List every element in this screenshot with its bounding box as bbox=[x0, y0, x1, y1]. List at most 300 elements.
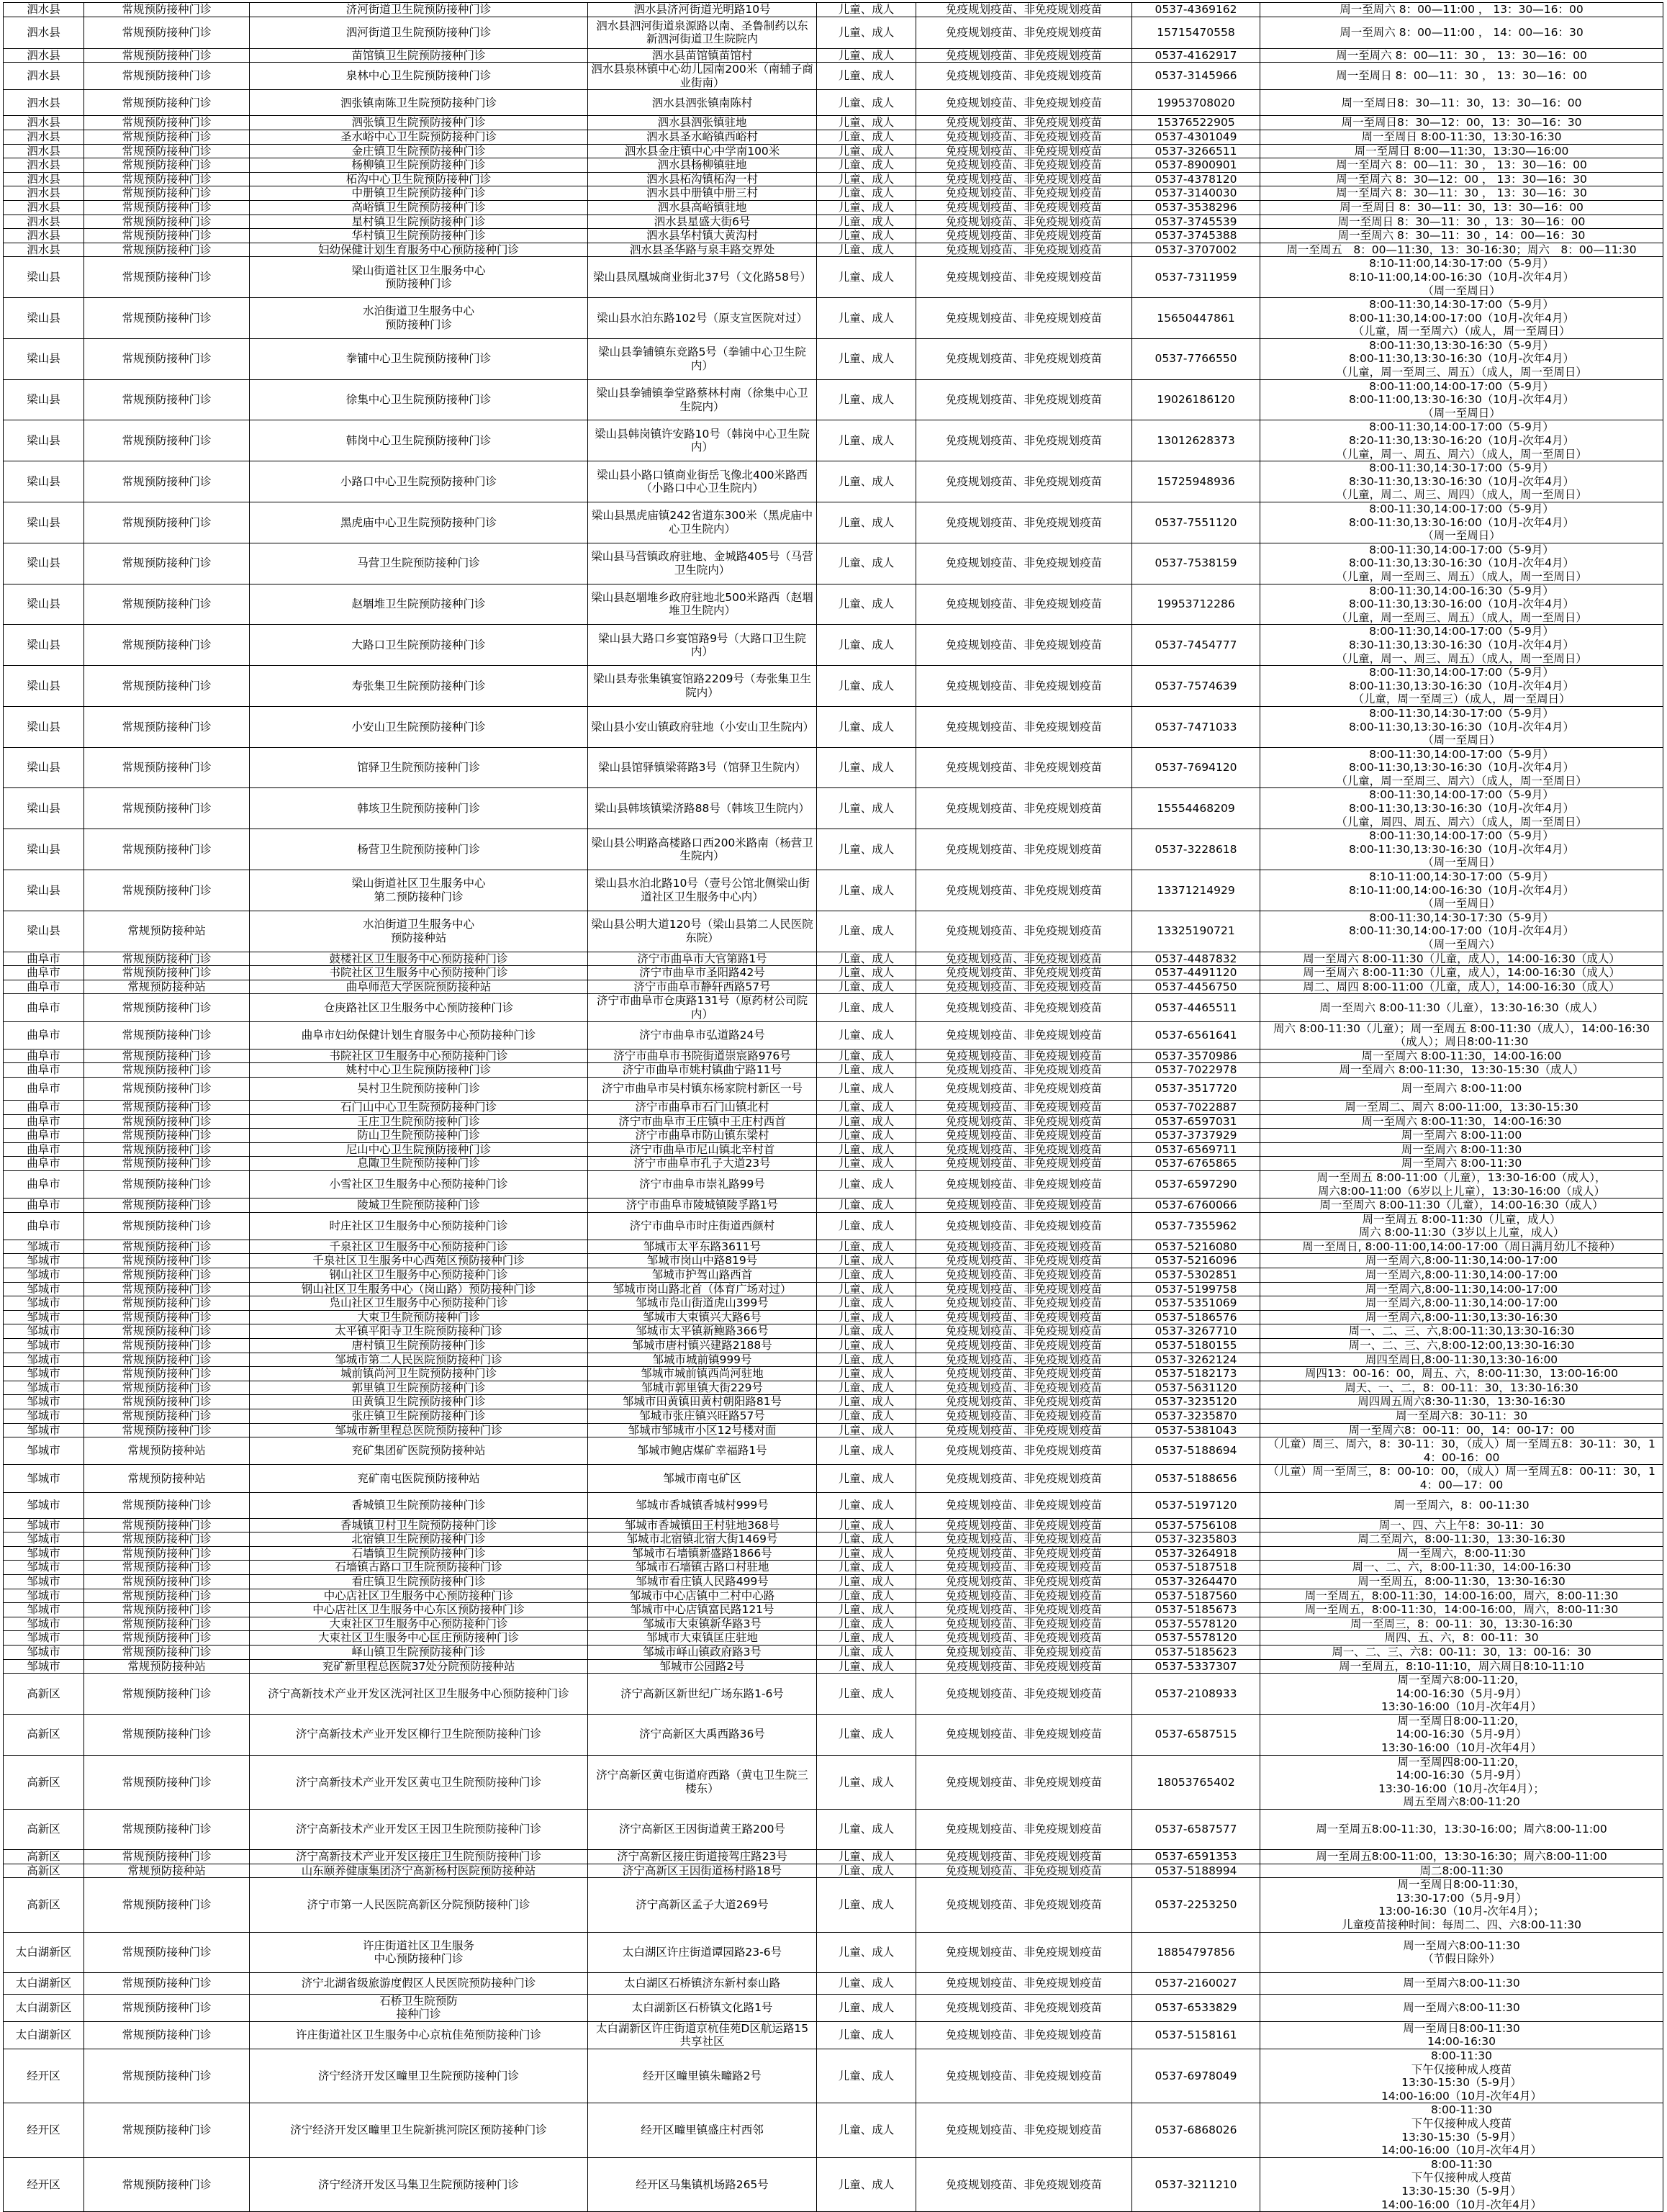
vaccine-type-cell: 免疫规划疫苗、非免疫规划疫苗 bbox=[916, 1465, 1132, 1492]
table-row bbox=[4, 1574, 1663, 1589]
clinic-type-cell: 常规预防接种门诊 bbox=[84, 2103, 250, 2157]
phone-cell: 0537-5187560 bbox=[1132, 1589, 1260, 1603]
clinic-name-cell: 马营卫生院预防接种门诊 bbox=[250, 543, 588, 584]
district-cell: 曲阜市 bbox=[4, 1049, 84, 1063]
hours-cell: 周一至周日8:00-11:30， 13:30-17:00（5月-9月） 13:00-16:30（10月-次年4月）； 儿童疫苗接种时间：每周二、四、六8:00-11:30 bbox=[1260, 1878, 1663, 1932]
vaccine-type-cell: 免疫规划疫苗、非免疫规划疫苗 bbox=[916, 1063, 1132, 1078]
phone-cell: 18854797856 bbox=[1132, 1932, 1260, 1972]
hours-cell: 周二8:00-11:30 bbox=[1260, 1864, 1663, 1878]
target-group-cell: 儿童、成人 bbox=[817, 48, 916, 63]
clinic-name-cell: 苗馆镇卫生院预防接种门诊 bbox=[250, 48, 588, 63]
district-cell: 梁山县 bbox=[4, 666, 84, 707]
hours-cell: 周一至周六 8:00-11:00 bbox=[1260, 1077, 1663, 1100]
clinic-type-cell: 常规预防接种门诊 bbox=[84, 2049, 250, 2103]
vaccine-type-cell: 免疫规划疫苗、非免疫规划疫苗 bbox=[916, 1268, 1132, 1283]
address-cell: 济宁市曲阜市静轩西路57号 bbox=[588, 980, 817, 994]
hours-cell: 周一至周五，8:00-11:30，14:00-16:00，周六，8:00-11:30 bbox=[1260, 1589, 1663, 1603]
target-group-cell: 儿童、成人 bbox=[817, 1395, 916, 1409]
phone-cell: 0537-4301049 bbox=[1132, 130, 1260, 144]
vaccine-type-cell: 免疫规划疫苗、非免疫规划疫苗 bbox=[916, 158, 1132, 173]
address-cell: 泗水县圣华路与泉丰路交界处 bbox=[588, 243, 817, 257]
vaccine-type-cell: 免疫规划疫苗、非免疫规划疫苗 bbox=[916, 1049, 1132, 1063]
address-cell: 泗水县高峪镇驻地 bbox=[588, 200, 817, 215]
table-row bbox=[4, 829, 1663, 870]
clinic-type-cell: 常规预防接种门诊 bbox=[84, 1423, 250, 1437]
district-cell: 曲阜市 bbox=[4, 1170, 84, 1198]
target-group-cell: 儿童、成人 bbox=[817, 1465, 916, 1492]
phone-cell: 0537-3228618 bbox=[1132, 829, 1260, 870]
district-cell: 曲阜市 bbox=[4, 1114, 84, 1129]
district-cell: 邹城市 bbox=[4, 1603, 84, 1617]
hours-cell: 周一至周六 8:00-11:30，14:00-16:00 bbox=[1260, 1049, 1663, 1063]
clinic-type-cell: 常规预防接种门诊 bbox=[84, 543, 250, 584]
district-cell: 高新区 bbox=[4, 1755, 84, 1809]
vaccine-type-cell: 免疫规划疫苗、非免疫规划疫苗 bbox=[916, 1367, 1132, 1381]
vaccine-type-cell: 免疫规划疫苗、非免疫规划疫苗 bbox=[916, 911, 1132, 952]
target-group-cell: 儿童、成人 bbox=[817, 116, 916, 130]
address-cell: 泗水县苗馆镇苗馆村 bbox=[588, 48, 817, 63]
table-row bbox=[4, 1645, 1663, 1659]
target-group-cell: 儿童、成人 bbox=[817, 158, 916, 173]
clinic-name-cell: 星村镇卫生院预防接种门诊 bbox=[250, 215, 588, 229]
target-group-cell: 儿童、成人 bbox=[817, 1603, 916, 1617]
table-row bbox=[4, 1170, 1663, 1198]
table-row bbox=[4, 1465, 1663, 1492]
target-group-cell: 儿童、成人 bbox=[817, 1810, 916, 1850]
phone-cell: 0537-4491120 bbox=[1132, 966, 1260, 980]
clinic-type-cell: 常规预防接种门诊 bbox=[84, 1972, 250, 1994]
address-cell: 泗水县柘沟镇柘沟一村 bbox=[588, 172, 817, 186]
vaccine-type-cell: 免疫规划疫苗、非免疫规划疫苗 bbox=[916, 1296, 1132, 1311]
clinic-name-cell: 石墙镇古路口卫生院预防接种门诊 bbox=[250, 1561, 588, 1575]
target-group-cell: 儿童、成人 bbox=[817, 243, 916, 257]
vaccine-type-cell: 免疫规划疫苗、非免疫规划疫苗 bbox=[916, 1631, 1132, 1646]
clinic-name-cell: 泗张镇卫生院预防接种门诊 bbox=[250, 116, 588, 130]
phone-cell: 0537-6760066 bbox=[1132, 1198, 1260, 1213]
target-group-cell: 儿童、成人 bbox=[817, 502, 916, 543]
vaccine-type-cell: 免疫规划疫苗、非免疫规划疫苗 bbox=[916, 966, 1132, 980]
phone-cell: 0537-5337307 bbox=[1132, 1659, 1260, 1674]
target-group-cell: 儿童、成人 bbox=[817, 1423, 916, 1437]
hours-cell: （儿童）周一至周三，8：00-10：00，（成人）周一至周五8：00-11：30，14：00—17：00 bbox=[1260, 1465, 1663, 1492]
table-row bbox=[4, 1878, 1663, 1932]
vaccine-type-cell: 免疫规划疫苗、非免疫规划疫苗 bbox=[916, 130, 1132, 144]
table-row bbox=[4, 1546, 1663, 1561]
address-cell: 邹城市大束镇兴大路6号 bbox=[588, 1310, 817, 1324]
clinic-name-cell: 兖矿集团矿医院预防接种站 bbox=[250, 1437, 588, 1465]
district-cell: 泗水县 bbox=[4, 158, 84, 173]
address-cell: 济宁高新区孟子大道269号 bbox=[588, 1878, 817, 1932]
address-cell: 泗水县泗张镇南陈村 bbox=[588, 90, 817, 116]
hours-cell: 周一至周六,8:00-11:30,13:30-16:30 bbox=[1260, 1310, 1663, 1324]
hours-cell: 周一至周六 8:00-11:30（儿童），13:30-16:30（成人） bbox=[1260, 994, 1663, 1021]
target-group-cell: 儿童、成人 bbox=[817, 229, 916, 243]
hours-cell: 8:00-11:30 下午仅接种成人疫苗 13:30-15:30（5-9月） 14:00-16:00（10月-次年4月） bbox=[1260, 2103, 1663, 2157]
hours-cell: 8:00-11:30,14:00-17:00（5-9月） 8:30-11:30,13:30-16:30（10月-次年4月） （儿童，周一、周三、周五）（成人，周一至周日） bbox=[1260, 625, 1663, 666]
phone-cell: 0537-2253250 bbox=[1132, 1878, 1260, 1932]
clinic-name-cell: 书院社区卫生服务中心预防接种门诊 bbox=[250, 1049, 588, 1063]
address-cell: 邹城市太平镇新鲍路366号 bbox=[588, 1324, 817, 1339]
district-cell: 邹城市 bbox=[4, 1561, 84, 1575]
table-row bbox=[4, 17, 1663, 48]
vaccine-type-cell: 免疫规划疫苗、非免疫规划疫苗 bbox=[916, 298, 1132, 339]
vaccine-type-cell: 免疫规划疫苗、非免疫规划疫苗 bbox=[916, 3, 1132, 17]
phone-cell: 19026186120 bbox=[1132, 379, 1260, 420]
clinic-type-cell: 常规预防接种门诊 bbox=[84, 2021, 250, 2049]
phone-cell: 0537-5216080 bbox=[1132, 1240, 1260, 1254]
vaccine-type-cell: 免疫规划疫苗、非免疫规划疫苗 bbox=[916, 1381, 1132, 1395]
phone-cell: 0537-5188694 bbox=[1132, 1437, 1260, 1465]
address-cell: 济宁高新区王因街道黄王路200号 bbox=[588, 1810, 817, 1850]
vaccine-type-cell: 免疫规划疫苗、非免疫规划疫苗 bbox=[916, 1339, 1132, 1353]
vaccine-type-cell: 免疫规划疫苗、非免疫规划疫苗 bbox=[916, 1021, 1132, 1049]
target-group-cell: 儿童、成人 bbox=[817, 1142, 916, 1157]
hours-cell: 周一至周六,8:00-11:30,14:00-17:00 bbox=[1260, 1268, 1663, 1283]
table-row bbox=[4, 1994, 1663, 2021]
address-cell: 邹城市城前镇西尚河驻地 bbox=[588, 1367, 817, 1381]
clinic-name-cell: 仓庚路社区卫生服务中心预防接种门诊 bbox=[250, 994, 588, 1021]
address-cell: 梁山县公明大道120号（梁山县第二人民医院东院） bbox=[588, 911, 817, 952]
hours-cell: 周天、一、二，8：00-11：30，13:30-16:30 bbox=[1260, 1381, 1663, 1395]
phone-cell: 0537-6587577 bbox=[1132, 1810, 1260, 1850]
address-cell: 济宁市曲阜市陵城镇陵孚路1号 bbox=[588, 1198, 817, 1213]
clinic-name-cell: 邹城市第二人民医院预防接种门诊 bbox=[250, 1353, 588, 1367]
clinic-type-cell: 常规预防接种门诊 bbox=[84, 1049, 250, 1063]
phone-cell: 0537-3707002 bbox=[1132, 243, 1260, 257]
district-cell: 经开区 bbox=[4, 2157, 84, 2211]
clinic-type-cell: 常规预防接种门诊 bbox=[84, 130, 250, 144]
table-row bbox=[4, 1077, 1663, 1100]
clinic-type-cell: 常规预防接种门诊 bbox=[84, 1268, 250, 1283]
table-row bbox=[4, 1631, 1663, 1646]
phone-cell: 0537-5351069 bbox=[1132, 1296, 1260, 1311]
target-group-cell: 儿童、成人 bbox=[817, 1714, 916, 1755]
address-cell: 邹城市香城镇香城村999号 bbox=[588, 1492, 817, 1518]
vaccine-type-cell: 免疫规划疫苗、非免疫规划疫苗 bbox=[916, 1282, 1132, 1296]
target-group-cell: 儿童、成人 bbox=[817, 1864, 916, 1878]
phone-cell: 0537-5188656 bbox=[1132, 1465, 1260, 1492]
vaccine-type-cell: 免疫规划疫苗、非免疫规划疫苗 bbox=[916, 1589, 1132, 1603]
vaccine-type-cell: 免疫规划疫苗、非免疫规划疫苗 bbox=[916, 1810, 1132, 1850]
phone-cell: 0537-6597031 bbox=[1132, 1114, 1260, 1129]
table-row bbox=[4, 1198, 1663, 1213]
table-row bbox=[4, 502, 1663, 543]
phone-cell: 0537-3264470 bbox=[1132, 1574, 1260, 1589]
clinic-name-cell: 泗河街道卫生院预防接种门诊 bbox=[250, 17, 588, 48]
table-row bbox=[4, 666, 1663, 707]
vaccine-type-cell: 免疫规划疫苗、非免疫规划疫苗 bbox=[916, 1603, 1132, 1617]
target-group-cell: 儿童、成人 bbox=[817, 1972, 916, 1994]
table-row bbox=[4, 3, 1663, 17]
district-cell: 曲阜市 bbox=[4, 1212, 84, 1240]
address-cell: 济宁市曲阜市崇礼路99号 bbox=[588, 1170, 817, 1198]
district-cell: 邹城市 bbox=[4, 1465, 84, 1492]
district-cell: 邹城市 bbox=[4, 1282, 84, 1296]
clinic-name-cell: 黑虎庙中心卫生院预防接种门诊 bbox=[250, 502, 588, 543]
table-row bbox=[4, 298, 1663, 339]
district-cell: 邹城市 bbox=[4, 1296, 84, 1311]
phone-cell: 15554468209 bbox=[1132, 788, 1260, 829]
address-cell: 济宁市曲阜市姚村镇曲宁路11号 bbox=[588, 1063, 817, 1078]
clinic-type-cell: 常规预防接种门诊 bbox=[84, 1994, 250, 2021]
table-row bbox=[4, 90, 1663, 116]
table-row bbox=[4, 1367, 1663, 1381]
address-cell: 济宁高新区大禹西路36号 bbox=[588, 1714, 817, 1755]
target-group-cell: 儿童、成人 bbox=[817, 1878, 916, 1932]
vaccine-type-cell: 免疫规划疫苗、非免疫规划疫苗 bbox=[916, 1423, 1132, 1437]
table-row bbox=[4, 1409, 1663, 1424]
table-row bbox=[4, 1589, 1663, 1603]
clinic-type-cell: 常规预防接种门诊 bbox=[84, 1532, 250, 1547]
target-group-cell: 儿童、成人 bbox=[817, 1532, 916, 1547]
clinic-type-cell: 常规预防接种门诊 bbox=[84, 1339, 250, 1353]
phone-cell: 0537-5187518 bbox=[1132, 1561, 1260, 1575]
address-cell: 泗水县杨柳镇驻地 bbox=[588, 158, 817, 173]
address-cell: 邹城市鲍店煤矿幸福路1号 bbox=[588, 1437, 817, 1465]
table-row bbox=[4, 130, 1663, 144]
hours-cell: 8:00-11:30,14:30-17:30（5-9月） 8:00-11:30,14:00-17:00（10月-次年4月） （周一至周六） bbox=[1260, 911, 1663, 952]
district-cell: 曲阜市 bbox=[4, 1063, 84, 1078]
hours-cell: 周一至周五8:00-11:30，13:30-16:00；周六8:00-11:00 bbox=[1260, 1810, 1663, 1850]
address-cell: 泗水县泉林镇中心幼儿园南200米（南辅子商业街南） bbox=[588, 63, 817, 90]
phone-cell: 0537-5158161 bbox=[1132, 2021, 1260, 2049]
clinic-name-cell: 鼓楼社区卫生服务中心预防接种门诊 bbox=[250, 952, 588, 966]
district-cell: 邹城市 bbox=[4, 1532, 84, 1547]
district-cell: 高新区 bbox=[4, 1864, 84, 1878]
address-cell: 济宁高新区接庄街道接驾庄路23号 bbox=[588, 1850, 817, 1864]
target-group-cell: 儿童、成人 bbox=[817, 666, 916, 707]
district-cell: 曲阜市 bbox=[4, 994, 84, 1021]
clinic-type-cell: 常规预防接种门诊 bbox=[84, 1546, 250, 1561]
clinic-type-cell: 常规预防接种门诊 bbox=[84, 243, 250, 257]
target-group-cell: 儿童、成人 bbox=[817, 144, 916, 158]
address-cell: 梁山县寿张集镇宴馆路2209号（寿张集卫生院内） bbox=[588, 666, 817, 707]
vaccine-type-cell: 免疫规划疫苗、非免疫规划疫苗 bbox=[916, 625, 1132, 666]
hours-cell: 周一至周日8：30—11：30，13：30—16：00 bbox=[1260, 90, 1663, 116]
hours-cell: 周一至周六 8:00-11:30，13:30-15:30（成人） bbox=[1260, 1063, 1663, 1078]
clinic-type-cell: 常规预防接种门诊 bbox=[84, 1100, 250, 1114]
phone-cell: 0537-5197120 bbox=[1132, 1492, 1260, 1518]
hours-cell: 周一至周五 8:00-11:30（儿童，成人） 周六 8:00-11:30（3岁以上儿童，成人） bbox=[1260, 1212, 1663, 1240]
target-group-cell: 儿童、成人 bbox=[817, 2049, 916, 2103]
clinic-name-cell: 大束卫生院预防接种门诊 bbox=[250, 1310, 588, 1324]
target-group-cell: 儿童、成人 bbox=[817, 911, 916, 952]
target-group-cell: 儿童、成人 bbox=[817, 1296, 916, 1311]
clinic-name-cell: 大束社区卫生服务中心预防接种门诊 bbox=[250, 1617, 588, 1631]
hours-cell: 周一至周五 8：00—11:30，13：30-16:30；周六 8：00—11:30 bbox=[1260, 243, 1663, 257]
table-row bbox=[4, 229, 1663, 243]
hours-cell: 周一至周六 8:00-11:30 bbox=[1260, 1157, 1663, 1171]
address-cell: 梁山县拳铺镇拳堂路蔡林村南（徐集中心卫生院内） bbox=[588, 379, 817, 420]
clinic-type-cell: 常规预防接种门诊 bbox=[84, 1674, 250, 1715]
district-cell: 泗水县 bbox=[4, 63, 84, 90]
table-row bbox=[4, 1810, 1663, 1850]
target-group-cell: 儿童、成人 bbox=[817, 1437, 916, 1465]
phone-cell: 0537-4456750 bbox=[1132, 980, 1260, 994]
clinic-type-cell: 常规预防接种门诊 bbox=[84, 706, 250, 747]
hours-cell: （儿童）周三、周六，8：30-11：30，（成人）周一至周五8：30-11：30，14：00-16：00 bbox=[1260, 1437, 1663, 1465]
clinic-name-cell: 中心店社区卫生服务中心东区预防接种门诊 bbox=[250, 1603, 588, 1617]
vaccine-type-cell: 免疫规划疫苗、非免疫规划疫苗 bbox=[916, 1324, 1132, 1339]
address-cell: 梁山县赵堌堆乡政府驻地北500米路西（赵堌堆卫生院内） bbox=[588, 584, 817, 625]
phone-cell: 0537-5578120 bbox=[1132, 1617, 1260, 1631]
clinic-type-cell: 常规预防接种门诊 bbox=[84, 788, 250, 829]
vaccine-type-cell: 免疫规划疫苗、非免疫规划疫苗 bbox=[916, 420, 1132, 461]
target-group-cell: 儿童、成人 bbox=[817, 966, 916, 980]
target-group-cell: 儿童、成人 bbox=[817, 994, 916, 1021]
vaccine-type-cell: 免疫规划疫苗、非免疫规划疫苗 bbox=[916, 229, 1132, 243]
target-group-cell: 儿童、成人 bbox=[817, 1674, 916, 1715]
clinic-name-cell: 济河街道卫生院预防接种门诊 bbox=[250, 3, 588, 17]
vaccine-type-cell: 免疫规划疫苗、非免疫规划疫苗 bbox=[916, 1546, 1132, 1561]
clinic-type-cell: 常规预防接种门诊 bbox=[84, 870, 250, 911]
address-cell: 梁山县韩岗镇许安路10号（韩岗中心卫生院内） bbox=[588, 420, 817, 461]
target-group-cell: 儿童、成人 bbox=[817, 1157, 916, 1171]
vaccine-type-cell: 免疫规划疫苗、非免疫规划疫苗 bbox=[916, 1994, 1132, 2021]
phone-cell: 0537-3737929 bbox=[1132, 1129, 1260, 1143]
address-cell: 梁山县小安山镇政府驻地（小安山卫生院内） bbox=[588, 706, 817, 747]
clinic-type-cell: 常规预防接种门诊 bbox=[84, 379, 250, 420]
district-cell: 泗水县 bbox=[4, 243, 84, 257]
hours-cell: 周一至周日, 8:00-11:00,14:00-17:00（周日满月幼儿不接种） bbox=[1260, 1240, 1663, 1254]
phone-cell: 0537-6569711 bbox=[1132, 1142, 1260, 1157]
vaccine-type-cell: 免疫规划疫苗、非免疫规划疫苗 bbox=[916, 1532, 1132, 1547]
vaccine-type-cell: 免疫规划疫苗、非免疫规划疫苗 bbox=[916, 1114, 1132, 1129]
target-group-cell: 儿童、成人 bbox=[817, 2157, 916, 2211]
clinic-type-cell: 常规预防接种门诊 bbox=[84, 17, 250, 48]
table-row bbox=[4, 980, 1663, 994]
phone-cell: 0537-3235120 bbox=[1132, 1395, 1260, 1409]
hours-cell: 周四13：00-16：00，周五、六，8:00-11:30，13:00-16:00 bbox=[1260, 1367, 1663, 1381]
target-group-cell: 儿童、成人 bbox=[817, 1492, 916, 1518]
address-cell: 济宁市曲阜市弘道路24号 bbox=[588, 1021, 817, 1049]
target-group-cell: 儿童、成人 bbox=[817, 1339, 916, 1353]
clinic-name-cell: 曲阜市妇幼保健计划生育服务中心预防接种门诊 bbox=[250, 1021, 588, 1049]
hours-cell: 周一、二、六，8:00-11:30，14:00-16:30 bbox=[1260, 1561, 1663, 1575]
table-row bbox=[4, 257, 1663, 298]
district-cell: 高新区 bbox=[4, 1714, 84, 1755]
address-cell: 济宁市曲阜市尼山镇北辛村首 bbox=[588, 1142, 817, 1157]
target-group-cell: 儿童、成人 bbox=[817, 788, 916, 829]
hours-cell: 周一至周六8:00-11:30 bbox=[1260, 1994, 1663, 2021]
hours-cell: 8:00-11:30,14:30-17:00（5-9月） 8:00-11:30,14:00-17:00（10月-次年4月） （儿童，周一至周六）（成人，周一至周日） bbox=[1260, 298, 1663, 339]
clinic-name-cell: 华村镇卫生院预防接种门诊 bbox=[250, 229, 588, 243]
district-cell: 邹城市 bbox=[4, 1645, 84, 1659]
phone-cell: 0537-3517720 bbox=[1132, 1077, 1260, 1100]
address-cell: 太白湖区石桥镇济东新村泰山路 bbox=[588, 1972, 817, 1994]
target-group-cell: 儿童、成人 bbox=[817, 215, 916, 229]
table-row bbox=[4, 1972, 1663, 1994]
district-cell: 曲阜市 bbox=[4, 952, 84, 966]
table-row bbox=[4, 200, 1663, 215]
phone-cell: 0537-5381043 bbox=[1132, 1423, 1260, 1437]
hours-cell: 周一至周六,8:00-11:30,14:00-17:00 bbox=[1260, 1254, 1663, 1268]
hours-cell: 8:00-11:00,14:00-17:00（5-9月） 8:00-11:00,13:30-16:30（10月-次年4月） （周一至周日） bbox=[1260, 379, 1663, 420]
clinic-type-cell: 常规预防接种站 bbox=[84, 1437, 250, 1465]
clinic-name-cell: 妇幼保健计划生育服务中心预防接种门诊 bbox=[250, 243, 588, 257]
clinic-name-cell: 北宿镇卫生院预防接种门诊 bbox=[250, 1532, 588, 1547]
target-group-cell: 儿童、成人 bbox=[817, 1353, 916, 1367]
hours-cell: 周一至周日 8：30—11：30 ，13：30—16：00 bbox=[1260, 215, 1663, 229]
clinic-type-cell: 常规预防接种门诊 bbox=[84, 1617, 250, 1631]
table-row bbox=[4, 1339, 1663, 1353]
district-cell: 梁山县 bbox=[4, 706, 84, 747]
clinic-name-cell: 梁山街道社区卫生服务中心 第二预防接种门诊 bbox=[250, 870, 588, 911]
district-cell: 泗水县 bbox=[4, 229, 84, 243]
vaccine-type-cell: 免疫规划疫苗、非免疫规划疫苗 bbox=[916, 1077, 1132, 1100]
address-cell: 邹城市公园路2号 bbox=[588, 1659, 817, 1674]
clinic-name-cell: 大路口卫生院预防接种门诊 bbox=[250, 625, 588, 666]
address-cell: 泗水县泗张镇驻地 bbox=[588, 116, 817, 130]
hours-cell: 8:00-11:30,14:00-17:00（5-9月） 8:20-11:30,13:30-16:20（10月-次年4月） （儿童，周一、周五、周六）（成人，周一至周日） bbox=[1260, 420, 1663, 461]
hours-cell: 8:00-11:30,14:00-17:00（5-9月） 8:00-11:30,13:30-16:30（10月-次年4月） （儿童，周一至周三、周六）（成人，周一至周日） bbox=[1260, 747, 1663, 788]
table-row bbox=[4, 1049, 1663, 1063]
phone-cell: 0537-6591353 bbox=[1132, 1850, 1260, 1864]
phone-cell: 19953712286 bbox=[1132, 584, 1260, 625]
district-cell: 曲阜市 bbox=[4, 966, 84, 980]
address-cell: 经开区马集镇机场路265号 bbox=[588, 2157, 817, 2211]
address-cell: 梁山县公明路高楼路口西200米路南（杨营卫生院内） bbox=[588, 829, 817, 870]
table-row bbox=[4, 1932, 1663, 1972]
target-group-cell: 儿童、成人 bbox=[817, 1170, 916, 1198]
table-row bbox=[4, 1864, 1663, 1878]
vaccine-type-cell: 免疫规划疫苗、非免疫规划疫苗 bbox=[916, 1310, 1132, 1324]
clinic-name-cell: 田黄镇卫生院预防接种门诊 bbox=[250, 1395, 588, 1409]
table-row bbox=[4, 788, 1663, 829]
clinic-type-cell: 常规预防接种站 bbox=[84, 980, 250, 994]
target-group-cell: 儿童、成人 bbox=[817, 338, 916, 379]
address-cell: 邹城市唐村镇兴建路2188号 bbox=[588, 1339, 817, 1353]
target-group-cell: 儿童、成人 bbox=[817, 2021, 916, 2049]
hours-cell: 周一至周六 8：00—11:00 ， 13：30—16：00 bbox=[1260, 3, 1663, 17]
clinic-type-cell: 常规预防接种门诊 bbox=[84, 1381, 250, 1395]
table-row bbox=[4, 1063, 1663, 1078]
table-row bbox=[4, 1492, 1663, 1518]
phone-cell: 0537-4162917 bbox=[1132, 48, 1260, 63]
target-group-cell: 儿童、成人 bbox=[817, 200, 916, 215]
phone-cell: 0537-5185623 bbox=[1132, 1645, 1260, 1659]
clinic-name-cell: 钢山社区卫生服务中心（岗山路）预防接种门诊 bbox=[250, 1282, 588, 1296]
target-group-cell: 儿童、成人 bbox=[817, 17, 916, 48]
district-cell: 邹城市 bbox=[4, 1492, 84, 1518]
clinic-type-cell: 常规预防接种门诊 bbox=[84, 502, 250, 543]
hours-cell: 周一至周六 8:00-11:00 bbox=[1260, 1129, 1663, 1143]
vaccine-type-cell: 免疫规划疫苗、非免疫规划疫苗 bbox=[916, 952, 1132, 966]
table-row bbox=[4, 338, 1663, 379]
table-row bbox=[4, 1296, 1663, 1311]
phone-cell: 0537-7766550 bbox=[1132, 338, 1260, 379]
table-row bbox=[4, 1268, 1663, 1283]
clinic-type-cell: 常规预防接种门诊 bbox=[84, 200, 250, 215]
vaccine-type-cell: 免疫规划疫苗、非免疫规划疫苗 bbox=[916, 144, 1132, 158]
district-cell: 邹城市 bbox=[4, 1574, 84, 1589]
table-row bbox=[4, 706, 1663, 747]
vaccine-type-cell: 免疫规划疫苗、非免疫规划疫苗 bbox=[916, 1932, 1132, 1972]
hours-cell: 8:00-11:30,13:30-16:30（5-9月） 8:00-11:30,13:30-16:30（10月-次年4月） （儿童，周一至周三、周五）（成人，周一至周日） bbox=[1260, 338, 1663, 379]
hours-cell: 周一至周六8：00-11：00，14：00-17：00 bbox=[1260, 1423, 1663, 1437]
table-row bbox=[4, 543, 1663, 584]
clinic-name-cell: 钢山社区卫生服务中心预防接种门诊 bbox=[250, 1268, 588, 1283]
target-group-cell: 儿童、成人 bbox=[817, 1077, 916, 1100]
clinic-name-cell: 济宁经济开发区马集卫生院预防接种门诊 bbox=[250, 2157, 588, 2211]
address-cell: 邹城市大束镇新华路3号 bbox=[588, 1617, 817, 1631]
vaccine-type-cell: 免疫规划疫苗、非免疫规划疫苗 bbox=[916, 63, 1132, 90]
clinic-name-cell: 香城镇卫生院预防接种门诊 bbox=[250, 1492, 588, 1518]
clinic-name-cell: 济宁市第一人民医院高新区分院预防接种门诊 bbox=[250, 1878, 588, 1932]
phone-cell: 18053765402 bbox=[1132, 1755, 1260, 1809]
phone-cell: 0537-5199758 bbox=[1132, 1282, 1260, 1296]
clinic-name-cell: 中册镇卫生院预防接种门诊 bbox=[250, 186, 588, 201]
